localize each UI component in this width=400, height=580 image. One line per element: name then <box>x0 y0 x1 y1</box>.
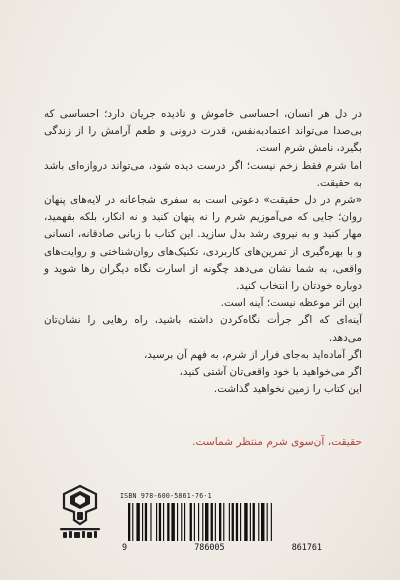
paragraph-6: اگر آماده‌اید به‌جای فرار از شرم، به فهم آن برسید، <box>143 348 362 361</box>
paragraph-2: اما شرم فقط زخم نیست؛ اگر درست دیده شود، می‌تواند دروازه‌ای باشد به حقیقت. <box>44 159 362 189</box>
closing-quote: حقیقت، آن‌سوی شرم منتظر شماست. <box>192 436 362 448</box>
paragraph-5: آینه‌ای که اگر جرأت نگاه‌کردن داشته باشید، راه رهایی را نشان‌تان می‌دهد. <box>44 314 362 344</box>
paragraph-4: این اثر موعظه نیست؛ آینه است. <box>220 297 362 310</box>
barcode-digit-group-1: 9 <box>122 542 128 552</box>
paragraph-1: در دل هر انسان، احساسی خاموش و نادیده جریان دارد؛ احساسی که بی‌صدا می‌تواند اعتمادبه‌نفس، قدرت درونی و طعم آرامش را از زندگی بگیرد، نامش شرم است. <box>44 108 362 155</box>
barcode-digit-group-3: 861761 <box>291 542 322 552</box>
barcode-digits <box>122 542 322 552</box>
blurb-text <box>44 106 362 398</box>
paragraph-7: اگر می‌خواهید با خود واقعی‌تان آشتی کنید، <box>179 366 362 379</box>
paragraph-8: این کتاب را زمین نخواهید گذاشت. <box>213 383 362 396</box>
isbn-text: ISBN 978-600-5861-76-1 <box>120 492 212 500</box>
publisher-logo-icon <box>56 482 104 542</box>
paragraph-3: «شرم در دل حقیقت» دعوتی است به سفری شجاعانه در لایه‌های پنهان روان؛ جایی که می‌آموزیم شرم را نه پنهان کنید و نه انکار، بلکه بفهمید، مهار کنید و به نیروی رشد بدل سازید. این کتاب با زبانی صادقانه، انسانی و با بهره‌گیری از تمرین‌های کاربردی، تکنیک‌های روان‌شناختی و روایت‌های واقعی، به شما نشان می‌دهد چگونه از اسارت نگاه دیگران رها شوید و دوباره خودتان را انتخاب کنید. <box>44 194 362 293</box>
barcode-digit-group-2: 786005 <box>194 542 225 552</box>
barcode-bars <box>128 503 316 541</box>
